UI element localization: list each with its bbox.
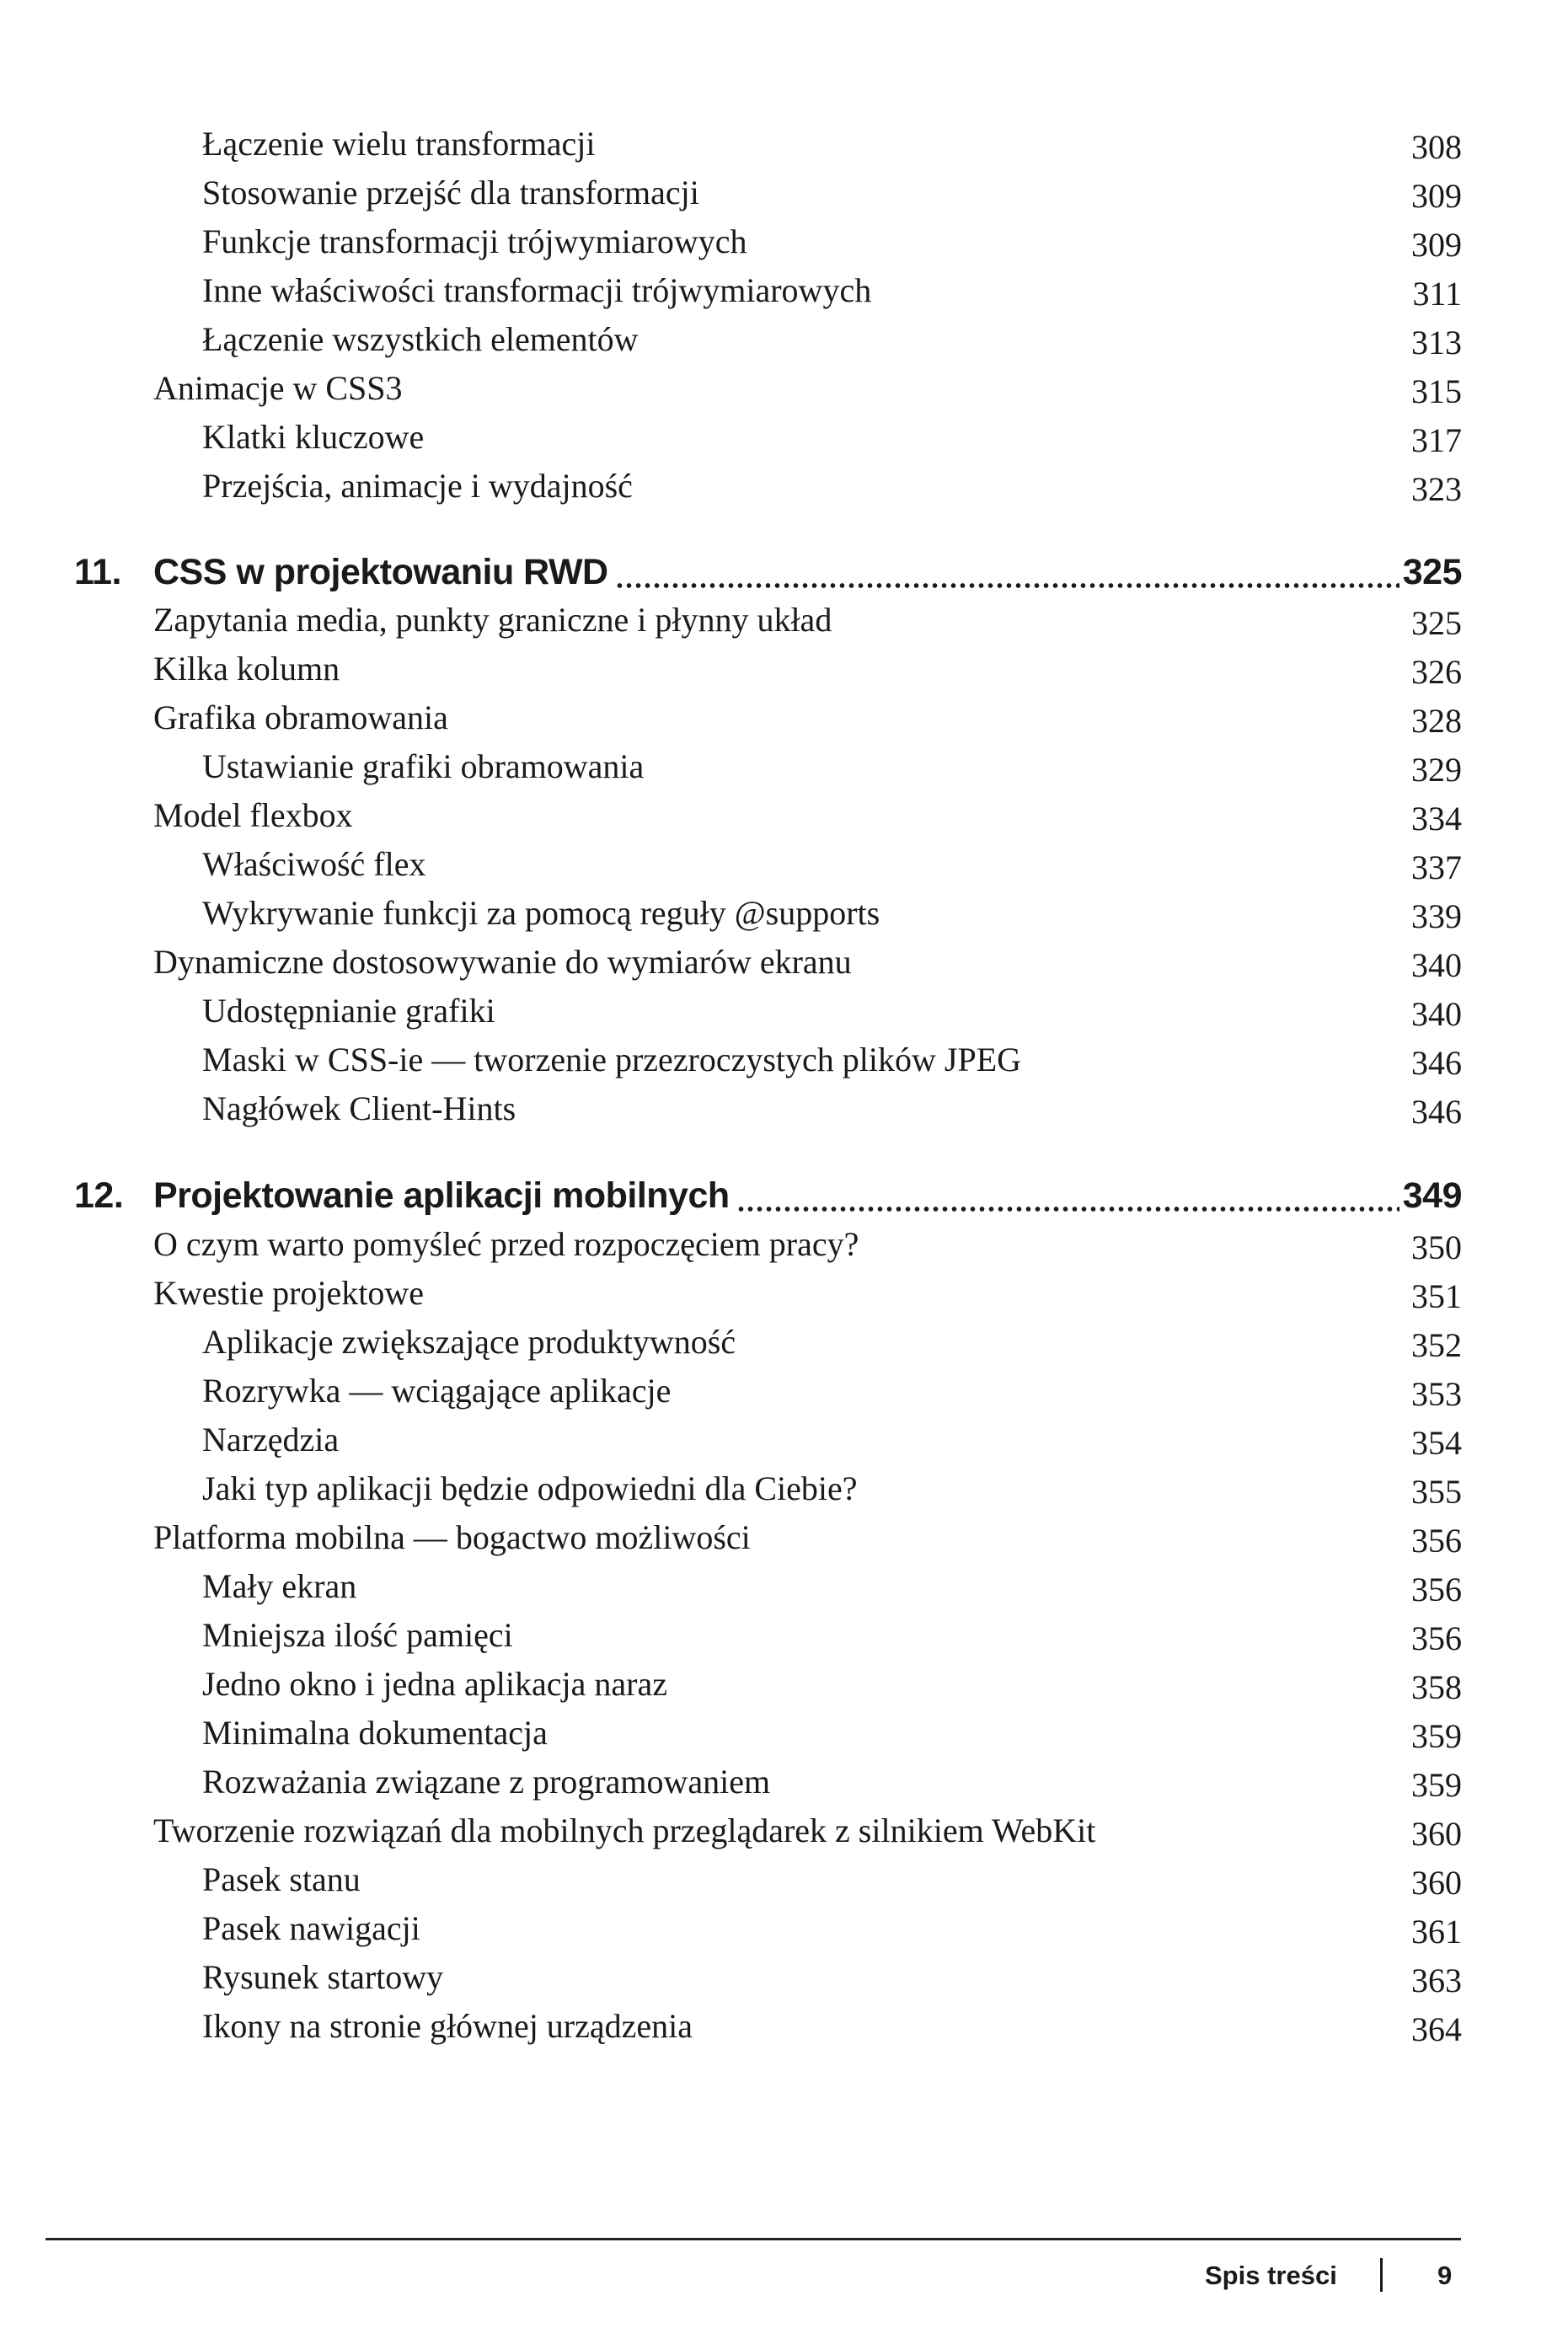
toc-entry-page: 308	[1411, 128, 1462, 166]
toc-entry-label: Stosowanie przejść dla transformacji	[202, 174, 699, 211]
toc-entry-page: 317	[1411, 421, 1462, 459]
chapter-title: Projektowanie aplikacji mobilnych	[153, 1175, 730, 1216]
dot-leader	[736, 1207, 1399, 1212]
toc-entry-label: Zapytania media, punkty graniczne i płynny układ	[153, 601, 832, 639]
toc-entry-page: 346	[1411, 1044, 1462, 1082]
toc-entry-label: Łączenie wszystkich elementów	[202, 320, 639, 358]
toc-entry-page: 360	[1411, 1815, 1462, 1853]
footer-page-number: 9	[1437, 2261, 1453, 2290]
toc-entry-label: Mały ekran	[202, 1567, 357, 1605]
toc-entry[interactable]	[0, 1611, 1568, 1660]
toc-entry-page: 309	[1411, 226, 1462, 264]
toc-entry-label: Właściwość flex	[202, 845, 426, 883]
toc-entry-page: 311	[1412, 275, 1462, 313]
toc-entry-page: 364	[1411, 2010, 1462, 2048]
toc-entry-label: Grafika obramowania	[153, 698, 448, 736]
toc-entry[interactable]	[0, 1855, 1568, 1904]
toc-entry-page: 325	[1411, 604, 1462, 642]
toc-entry-page: 323	[1411, 470, 1462, 508]
toc-entry[interactable]	[0, 1904, 1568, 1953]
toc-entry-page: 340	[1411, 995, 1462, 1033]
toc-entry[interactable]	[0, 791, 1568, 840]
chapter-page: 325	[1402, 552, 1462, 592]
toc-entry-label: Mniejsza ilość pamięci	[202, 1616, 513, 1654]
footer-rule	[45, 2238, 1461, 2240]
toc-entry-label: Dynamiczne dostosowywanie do wymiarów ekranu	[153, 943, 852, 981]
toc-entry-page: 334	[1411, 800, 1462, 838]
toc-entry[interactable]	[0, 938, 1568, 987]
toc-entry[interactable]	[0, 1318, 1568, 1367]
toc-entry[interactable]	[0, 1709, 1568, 1758]
toc-entry-label: Nagłówek Client-Hints	[202, 1089, 516, 1127]
toc-entry[interactable]	[0, 1416, 1568, 1464]
toc-entry[interactable]	[0, 120, 1568, 169]
toc-entry-page: 361	[1411, 1913, 1462, 1951]
toc-entry[interactable]	[0, 1562, 1568, 1611]
toc-entry-page: 359	[1411, 1766, 1462, 1804]
toc-entry[interactable]	[0, 1806, 1568, 1855]
toc-entry-page: 360	[1411, 1864, 1462, 1902]
toc-entry[interactable]	[0, 645, 1568, 693]
toc-entry-page: 315	[1411, 372, 1462, 410]
toc-entry-label: Animacje w CSS3	[153, 369, 403, 407]
toc-entry-label: Narzędzia	[202, 1421, 340, 1458]
toc-entry-page: 356	[1411, 1619, 1462, 1657]
toc-entry-label: Aplikacje zwiększające produktywność	[202, 1323, 736, 1361]
toc-entry-page: 353	[1411, 1375, 1462, 1413]
toc-entry-label: Wykrywanie funkcji za pomocą reguły @supports	[202, 894, 880, 932]
toc-entry-page: 363	[1411, 1961, 1462, 1999]
toc-entry[interactable]	[0, 987, 1568, 1036]
footer-section-label: Spis treści	[1205, 2261, 1337, 2290]
toc-entry[interactable]	[0, 413, 1568, 462]
toc-entry-label: Pasek stanu	[202, 1860, 361, 1898]
toc-entry-label: Łączenie wielu transformacji	[202, 125, 596, 163]
toc-entry[interactable]	[0, 217, 1568, 266]
chapter-title: CSS w projektowaniu RWD	[153, 552, 608, 592]
toc-entry-label: Funkcje transformacji trójwymiarowych	[202, 222, 747, 260]
toc-entry[interactable]	[0, 1464, 1568, 1513]
toc-entry-label: Maski w CSS-ie — tworzenie przezroczystych plików JPEG	[202, 1041, 1022, 1078]
toc-entry-page: 326	[1411, 653, 1462, 691]
toc-entry-page: 340	[1411, 946, 1462, 984]
toc-entry-page: 328	[1411, 702, 1462, 740]
toc-entry[interactable]	[0, 1758, 1568, 1806]
toc-entry-label: Rozważania związane z programowaniem	[202, 1763, 771, 1801]
toc-entry-label: Ustawianie grafiki obramowania	[202, 747, 645, 785]
toc-entry-page: 354	[1411, 1424, 1462, 1462]
toc-entry-label: Ikony na stronie głównej urządzenia	[202, 2007, 693, 2045]
toc-entry[interactable]	[0, 1953, 1568, 2002]
toc-entry[interactable]	[0, 315, 1568, 364]
toc-entry[interactable]	[0, 596, 1568, 645]
toc-entry-page: 352	[1411, 1326, 1462, 1364]
toc-entry-page: 309	[1411, 177, 1462, 215]
toc-entry-page: 355	[1411, 1473, 1462, 1511]
toc-entry-label: Tworzenie rozwiązań dla mobilnych przeglądarek z silnikiem WebKit	[153, 1812, 1096, 1849]
toc-entry-label: Kilka kolumn	[153, 650, 340, 688]
toc-entry-label: O czym warto pomyśleć przed rozpoczęciem pracy?	[153, 1225, 859, 1263]
toc-entry-label: Minimalna dokumentacja	[202, 1714, 548, 1752]
toc-entry-label: Pasek nawigacji	[202, 1909, 420, 1947]
toc-entry-page: 351	[1411, 1277, 1462, 1315]
dot-leader	[615, 583, 1399, 588]
toc-entry[interactable]	[0, 1367, 1568, 1416]
toc-entry-label: Rysunek startowy	[202, 1958, 444, 1996]
chapter-number: 12.	[74, 1175, 124, 1216]
toc-entry-label: Jedno okno i jedna aplikacja naraz	[202, 1665, 667, 1703]
toc-entry[interactable]	[0, 1036, 1568, 1084]
toc-entry-label: Rozrywka — wciągające aplikacje	[202, 1372, 672, 1410]
toc-entry-page: 356	[1411, 1571, 1462, 1608]
toc-entry-label: Udostępnianie grafiki	[202, 992, 495, 1030]
toc-entry[interactable]	[0, 889, 1568, 938]
chapter-page: 349	[1402, 1175, 1462, 1216]
toc-entry[interactable]	[0, 1513, 1568, 1562]
footer-separator	[1380, 2258, 1383, 2292]
toc-entry-label: Przejścia, animacje i wydajność	[202, 467, 633, 505]
chapter-heading-11[interactable]	[0, 544, 1568, 600]
toc-entry-label: Kwestie projektowe	[153, 1274, 425, 1312]
toc-entry[interactable]	[0, 742, 1568, 791]
toc-entry[interactable]	[0, 1660, 1568, 1709]
toc-entry-page: 359	[1411, 1717, 1462, 1755]
toc-entry-page: 339	[1411, 897, 1462, 935]
toc-entry-page: 356	[1411, 1522, 1462, 1560]
toc-entry-label: Model flexbox	[153, 796, 353, 834]
toc-entry-page: 358	[1411, 1668, 1462, 1706]
toc-entry[interactable]	[0, 1269, 1568, 1318]
toc-entry[interactable]	[0, 1220, 1568, 1269]
chapter-number: 11.	[74, 552, 121, 592]
toc-entry-label: Klatki kluczowe	[202, 418, 425, 456]
toc-entry[interactable]	[0, 462, 1568, 511]
toc-entry[interactable]	[0, 364, 1568, 413]
toc-entry[interactable]	[0, 693, 1568, 742]
toc-entry[interactable]	[0, 2002, 1568, 2051]
toc-entry-page: 337	[1411, 848, 1462, 886]
toc-entry-page: 350	[1411, 1228, 1462, 1266]
chapter-heading-12[interactable]	[0, 1168, 1568, 1223]
toc-entry-page: 313	[1411, 324, 1462, 361]
toc-entry-page: 329	[1411, 751, 1462, 789]
toc-entry-label: Jaki typ aplikacji będzie odpowiedni dla Ciebie?	[202, 1469, 858, 1507]
toc-entry[interactable]	[0, 840, 1568, 889]
toc-entry-page: 346	[1411, 1093, 1462, 1131]
toc-entry-label: Platforma mobilna — bogactwo możliwości	[153, 1518, 751, 1556]
toc-entry-label: Inne właściwości transformacji trójwymiarowych	[202, 271, 872, 309]
toc-entry[interactable]	[0, 169, 1568, 217]
toc-entry[interactable]	[0, 1084, 1568, 1133]
toc-entry[interactable]	[0, 266, 1568, 315]
